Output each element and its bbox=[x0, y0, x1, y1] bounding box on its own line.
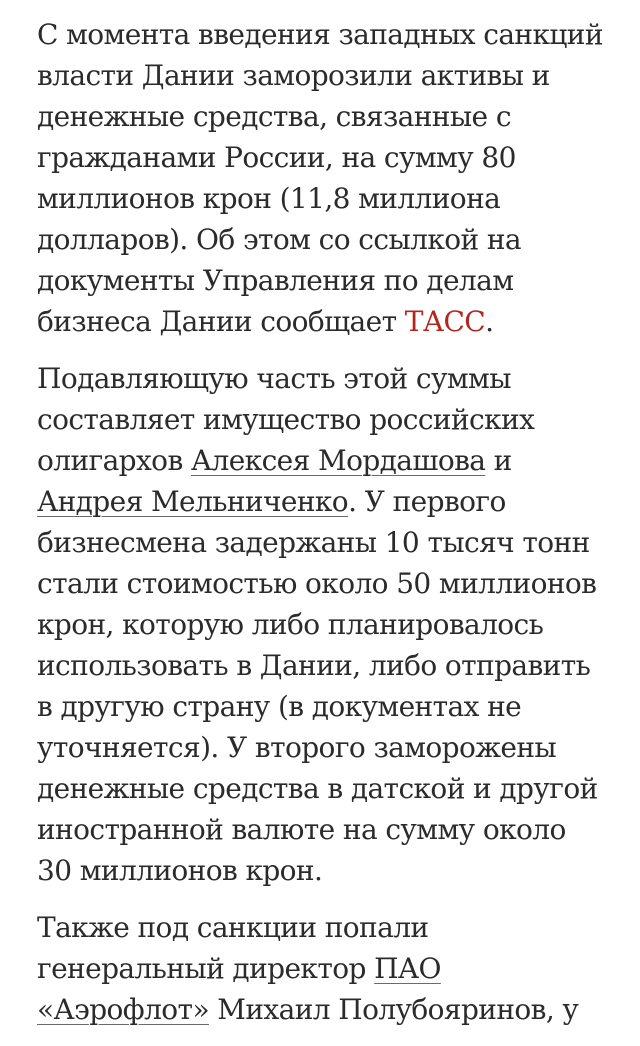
text-line bbox=[37, 989, 627, 1030]
text-segment: . У первого bbox=[348, 485, 506, 518]
text-line: Подавляющую часть этой суммы bbox=[37, 362, 511, 395]
text-line: Также под санкции попали bbox=[37, 911, 429, 944]
text-line: С момента введения западных санкций bbox=[37, 18, 603, 51]
mordashov-link[interactable]: Алексея Мордашова bbox=[190, 444, 486, 477]
text-line: иностранной валюте на сумму около bbox=[37, 813, 566, 846]
text-line bbox=[37, 301, 627, 342]
text-line bbox=[37, 481, 627, 522]
aeroflot-link[interactable]: ПАО bbox=[374, 952, 441, 985]
text-line: использовать в Дании, либо отправить bbox=[37, 649, 591, 682]
text-line: составляет имущество российских bbox=[37, 403, 535, 436]
article-body bbox=[37, 14, 627, 1046]
text-line: миллионов крон (11,8 миллиона bbox=[37, 182, 501, 215]
text-line: крон, которую либо планировалось bbox=[37, 608, 544, 641]
aeroflot-link-cont[interactable]: «Аэрофлот» bbox=[37, 993, 209, 1026]
tass-link[interactable]: ТАСС bbox=[404, 305, 486, 338]
text-line: уточняется). У второго заморожены bbox=[37, 731, 557, 764]
text-line: денежные средства, связанные с bbox=[37, 100, 511, 133]
text-segment: бизнеса Дании сообщает bbox=[37, 305, 405, 338]
text-line: в другую страну (в документах не bbox=[37, 690, 522, 723]
text-line: денежные средства в датской и другой bbox=[37, 772, 598, 805]
text-line: долларов). Об этом со ссылкой на bbox=[37, 223, 522, 256]
text-line: власти Дании заморозили активы и bbox=[37, 59, 550, 92]
text-segment: . bbox=[485, 305, 494, 338]
text-line bbox=[37, 948, 627, 989]
paragraph-2 bbox=[37, 358, 627, 891]
text-segment: олигархов bbox=[37, 444, 191, 477]
text-line: гражданами России, на сумму 80 bbox=[37, 141, 516, 174]
text-segment: генеральный директор bbox=[37, 952, 375, 985]
melnichenko-link[interactable]: Андрея Мельниченко bbox=[37, 485, 349, 518]
text-line bbox=[37, 440, 627, 481]
text-segment: Михаил Полубояринов, у bbox=[208, 993, 579, 1026]
paragraph-1 bbox=[37, 14, 627, 342]
text-segment: и bbox=[485, 444, 512, 477]
paragraph-3 bbox=[37, 907, 627, 1030]
text-line: документы Управления по делам bbox=[37, 264, 514, 297]
text-line: 30 миллионов крон. bbox=[37, 854, 323, 887]
text-line: бизнесмена задержаны 10 тысяч тонн bbox=[37, 526, 590, 559]
text-line: стали стоимостью около 50 миллионов bbox=[37, 567, 597, 600]
